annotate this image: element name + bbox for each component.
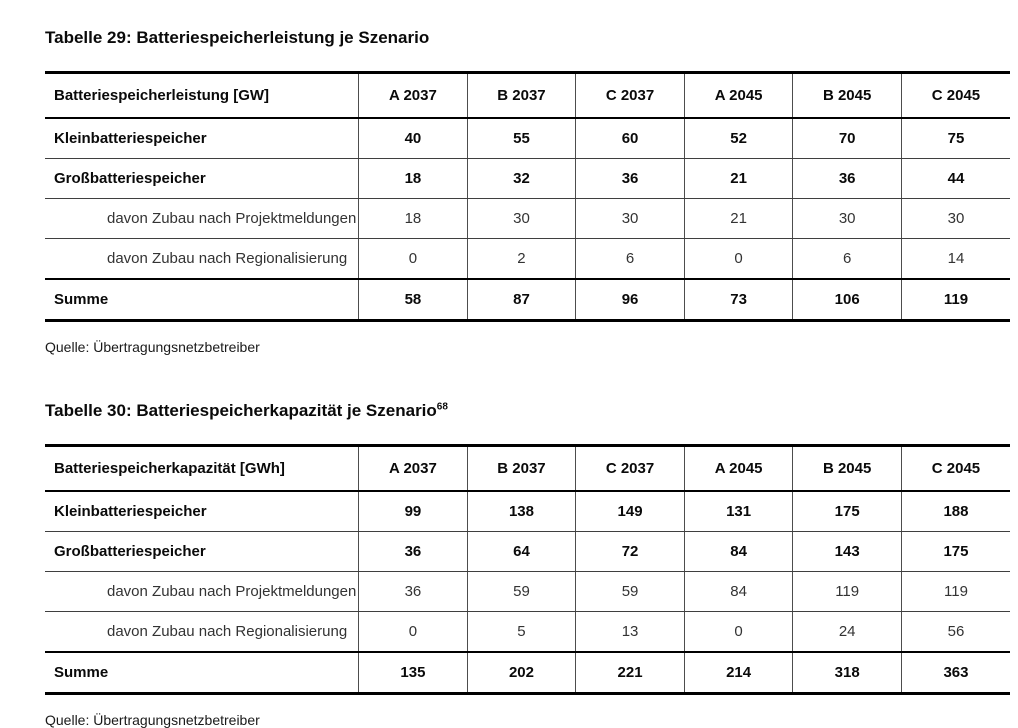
cell-value: 18: [359, 159, 468, 199]
table-29-title: Tabelle 29: Batteriespeicherleistung je Szenario: [45, 28, 430, 47]
cell-value: 30: [467, 199, 576, 239]
cell-value: 175: [793, 491, 902, 532]
cell-value: 87: [467, 279, 576, 321]
cell-value: 59: [576, 572, 685, 612]
cell-value: 99: [359, 491, 468, 532]
cell-value: 0: [684, 239, 793, 280]
cell-value: 84: [684, 532, 793, 572]
cell-value: 2: [467, 239, 576, 280]
row-label: Summe: [45, 279, 359, 321]
table-30-section: [45, 401, 1010, 728]
cell-value: 138: [467, 491, 576, 532]
cell-value: 119: [793, 572, 902, 612]
cell-value: 0: [359, 612, 468, 653]
cell-value: 58: [359, 279, 468, 321]
column-header-metric: Batteriespeicherkapazität [GWh]: [45, 446, 359, 492]
column-header-b2037: B 2037: [467, 446, 576, 492]
cell-value: 40: [359, 118, 468, 159]
column-header-b2045: B 2045: [793, 73, 902, 119]
cell-value: 30: [901, 199, 1010, 239]
table-row-kleinbatteriespeicher: [45, 491, 1010, 532]
row-label: davon Zubau nach Regionalisierung: [45, 239, 359, 280]
table-29-source: Quelle: Übertragungsnetzbetreiber: [45, 339, 260, 355]
cell-value: 143: [793, 532, 902, 572]
row-label: davon Zubau nach Regionalisierung: [45, 612, 359, 653]
column-header-a2037: A 2037: [359, 73, 468, 119]
table-row-kleinbatteriespeicher: [45, 118, 1010, 159]
column-header-a2037: A 2037: [359, 446, 468, 492]
table-row-zubau-regionalisierung: [45, 612, 1010, 653]
cell-value: 13: [576, 612, 685, 653]
table-row-grossbatteriespeicher: [45, 532, 1010, 572]
cell-value: 318: [793, 652, 902, 694]
column-header-b2045: B 2045: [793, 446, 902, 492]
table-30-title: [45, 401, 1010, 421]
cell-value: 5: [467, 612, 576, 653]
cell-value: 106: [793, 279, 902, 321]
table-29-header-row: [45, 73, 1010, 119]
cell-value: 59: [467, 572, 576, 612]
table-row-zubau-projektmeldungen: [45, 572, 1010, 612]
cell-value: 36: [576, 159, 685, 199]
row-label: Großbatteriespeicher: [45, 159, 359, 199]
cell-value: 32: [467, 159, 576, 199]
column-header-c2037: C 2037: [576, 73, 685, 119]
cell-value: 214: [684, 652, 793, 694]
table-29: [45, 71, 1010, 322]
cell-value: 21: [684, 159, 793, 199]
cell-value: 149: [576, 491, 685, 532]
column-header-b2037: B 2037: [467, 73, 576, 119]
table-row-zubau-regionalisierung: [45, 239, 1010, 280]
column-header-c2045: C 2045: [901, 73, 1010, 119]
table-30-title-text: Tabelle 30: Batteriespeicherkapazität je Szenario: [45, 401, 437, 420]
cell-value: 36: [359, 572, 468, 612]
table-row-zubau-projektmeldungen: [45, 199, 1010, 239]
table-row-summe: [45, 279, 1010, 321]
cell-value: 119: [901, 572, 1010, 612]
cell-value: 52: [684, 118, 793, 159]
row-label: Summe: [45, 652, 359, 694]
cell-value: 6: [576, 239, 685, 280]
cell-value: 84: [684, 572, 793, 612]
cell-value: 202: [467, 652, 576, 694]
table-30: [45, 444, 1010, 695]
cell-value: 221: [576, 652, 685, 694]
table-30-header-row: [45, 446, 1010, 492]
cell-value: 96: [576, 279, 685, 321]
cell-value: 70: [793, 118, 902, 159]
cell-value: 135: [359, 652, 468, 694]
cell-value: 14: [901, 239, 1010, 280]
cell-value: 0: [359, 239, 468, 280]
cell-value: 131: [684, 491, 793, 532]
cell-value: 363: [901, 652, 1010, 694]
column-header-metric: Batteriespeicherleistung [GW]: [45, 73, 359, 119]
table-30-source: Quelle: Übertragungsnetzbetreiber: [45, 712, 260, 728]
cell-value: 18: [359, 199, 468, 239]
row-label: davon Zubau nach Projektmeldungen: [45, 199, 359, 239]
cell-value: 30: [793, 199, 902, 239]
row-label: Großbatteriespeicher: [45, 532, 359, 572]
table-29-section: [45, 28, 1010, 355]
cell-value: 36: [359, 532, 468, 572]
cell-value: 75: [901, 118, 1010, 159]
cell-value: 36: [793, 159, 902, 199]
cell-value: 21: [684, 199, 793, 239]
cell-value: 6: [793, 239, 902, 280]
column-header-a2045: A 2045: [684, 446, 793, 492]
cell-value: 119: [901, 279, 1010, 321]
cell-value: 64: [467, 532, 576, 572]
row-label: Kleinbatteriespeicher: [45, 491, 359, 532]
cell-value: 175: [901, 532, 1010, 572]
footnote-marker: 68: [436, 401, 448, 413]
cell-value: 73: [684, 279, 793, 321]
cell-value: 55: [467, 118, 576, 159]
cell-value: 44: [901, 159, 1010, 199]
column-header-c2045: C 2045: [901, 446, 1010, 492]
cell-value: 0: [684, 612, 793, 653]
column-header-a2045: A 2045: [684, 73, 793, 119]
table-row-grossbatteriespeicher: [45, 159, 1010, 199]
cell-value: 60: [576, 118, 685, 159]
row-label: davon Zubau nach Projektmeldungen: [45, 572, 359, 612]
cell-value: 56: [901, 612, 1010, 653]
table-row-summe: [45, 652, 1010, 694]
cell-value: 188: [901, 491, 1010, 532]
row-label: Kleinbatteriespeicher: [45, 118, 359, 159]
cell-value: 30: [576, 199, 685, 239]
column-header-c2037: C 2037: [576, 446, 685, 492]
cell-value: 72: [576, 532, 685, 572]
cell-value: 24: [793, 612, 902, 653]
